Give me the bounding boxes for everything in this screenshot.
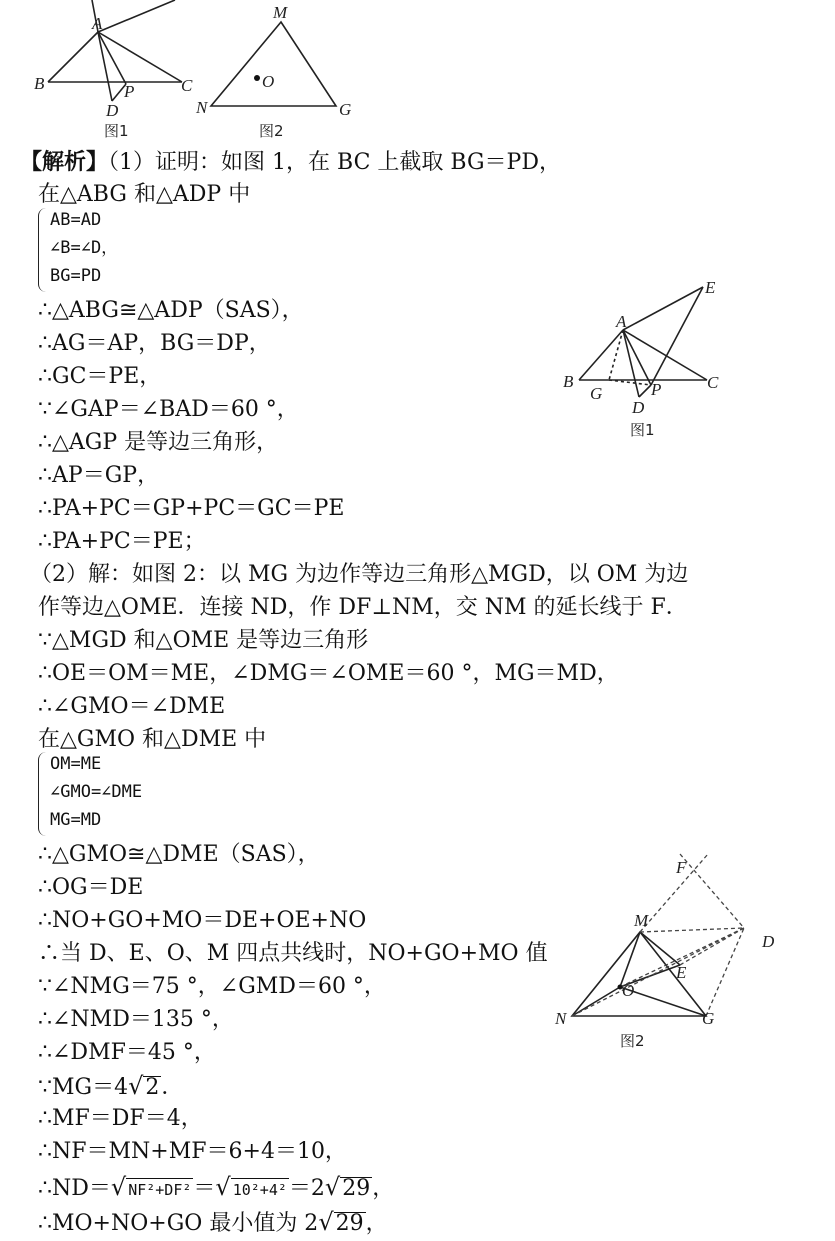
mg-prefix: ∵MG＝	[38, 1075, 115, 1100]
label-D: D	[106, 101, 119, 120]
nd-result-radicand: 29	[342, 1176, 371, 1201]
label-C: C	[707, 373, 719, 392]
mg-suffix: ．	[161, 1075, 184, 1100]
proof-line: ∴当 D、E、O、M 四点共线时，NO+GO+MO 值	[38, 941, 548, 966]
min-radicand: 29	[335, 1211, 364, 1236]
proof-line: ∴PA+PC＝GP+PC＝GC＝PE	[38, 496, 345, 521]
proof-line: ∴△AGP 是等边三角形，	[38, 430, 279, 455]
radical-sign: √	[128, 1072, 144, 1100]
label-E: E	[676, 963, 687, 982]
point-o	[254, 75, 260, 81]
label-A: A	[92, 14, 103, 33]
proof-line: ∴PA+PC＝PE；	[38, 529, 206, 554]
label-C: C	[181, 76, 193, 95]
proof-line: ∴∠GMO＝∠DME	[38, 694, 226, 719]
proof-line: ∴∠NMD＝135 °，	[38, 1007, 234, 1032]
label-P: P	[124, 82, 135, 101]
system-row: BG=PD	[50, 266, 102, 286]
mg-radicand: 2	[145, 1075, 160, 1100]
proof-line: ∵∠GAP＝∠BAD＝60 °，	[38, 397, 299, 422]
minimum-value-line	[38, 1207, 388, 1239]
radical-sign: √	[215, 1173, 231, 1201]
proof-line: ∴GC＝PE，	[38, 364, 162, 389]
part2-intro-line-2: 作等边△OME．连接 ND，作 DF⊥NM，交 NM 的延长线于 F．	[38, 595, 688, 620]
proof-line: ∴OG＝DE	[38, 875, 144, 900]
label-G: G	[590, 384, 603, 403]
proof-line: ∴△GMO≅△DME（SAS），	[38, 842, 320, 867]
label-O: O	[622, 981, 635, 1000]
label-D: D	[632, 398, 645, 417]
label-P: P	[651, 380, 662, 399]
part2-intro-line-1: （2）解：如图 2：以 MG 为边作等边三角形△MGD，以 OM 为边	[30, 562, 689, 587]
label-E: E	[705, 278, 716, 297]
radical-sign: √	[318, 1208, 334, 1236]
proof-line: ∴NO+GO+MO＝DE+OE+NO	[38, 908, 367, 933]
radical-sign: √	[324, 1173, 341, 1201]
figure-caption: 图2	[259, 122, 284, 140]
proof-line: ∴∠DMF＝45 °，	[38, 1040, 216, 1065]
min-prefix: ∴MO+NO+GO 最小值为 2	[38, 1211, 319, 1236]
label-B: B	[563, 372, 574, 391]
proof-line: ∴OE＝OM＝ME，∠DMG＝∠OME＝60 °，MG＝MD，	[38, 661, 619, 686]
system-row: ∠B=∠D，	[50, 238, 119, 258]
side-figure-1	[555, 275, 735, 445]
proof-line: ∵△MGD 和△OME 是等边三角形	[38, 628, 369, 653]
proof-line: ∴MF＝DF＝4，	[38, 1106, 203, 1131]
nd-radicand-2: 10²+4²	[231, 1178, 289, 1201]
label-M: M	[273, 3, 288, 22]
top-figure-2	[195, 0, 365, 145]
radical-sign: √	[110, 1173, 127, 1201]
proof-line: ∴△ABG≅△ADP（SAS），	[38, 298, 304, 323]
in-triangles-line-2: 在△GMO 和△DME 中	[38, 727, 267, 752]
system-row: ∠GMO=∠DME	[50, 782, 143, 802]
system-row: AB=AD	[50, 210, 102, 230]
label-A: A	[616, 312, 627, 331]
proof-line: ∴NF＝MN+MF＝6+4＝10，	[38, 1139, 347, 1164]
proof-line: ∵∠NMG＝75 °，∠GMD＝60 °，	[38, 974, 386, 999]
label-D: D	[762, 932, 775, 951]
mg-coefficient: 4	[114, 1075, 129, 1100]
figure-caption: 图1	[104, 122, 129, 140]
side-figure-2	[550, 850, 800, 1055]
label-G: G	[339, 100, 352, 119]
solution-part1-intro	[20, 148, 561, 178]
nd-length-line	[38, 1172, 394, 1204]
top-figure-1	[30, 0, 200, 145]
part1-intro-text: （1）证明：如图 1，在 BC 上截取 BG＝PD，	[108, 150, 561, 175]
proof-line: ∴AG＝AP，BG＝DP，	[38, 331, 271, 356]
in-triangles-line-1: 在△ABG 和△ADP 中	[38, 182, 251, 207]
system-row: MG=MD	[50, 810, 102, 830]
brace	[38, 752, 47, 836]
condition-system-1	[38, 208, 158, 292]
proof-line: ∴AP＝GP，	[38, 463, 160, 488]
figure-caption: 图2	[620, 1032, 645, 1050]
figure-caption: 图1	[630, 421, 655, 439]
label-N: N	[555, 1009, 567, 1028]
min-suffix: ，	[365, 1211, 388, 1236]
mg-length-line	[38, 1071, 183, 1103]
label-O: O	[262, 72, 275, 91]
label-F: F	[676, 858, 687, 877]
solution-heading: 【解析】	[20, 150, 109, 175]
condition-system-2	[38, 752, 158, 836]
label-M: M	[634, 911, 649, 930]
label-G: G	[702, 1009, 715, 1028]
nd-suffix: ，	[372, 1176, 395, 1201]
brace	[38, 208, 47, 292]
nd-result-coefficient: ＝2	[288, 1176, 325, 1201]
system-row: OM=ME	[50, 754, 102, 774]
label-N: N	[196, 98, 208, 117]
nd-prefix: ∴ND＝	[38, 1176, 111, 1201]
label-B: B	[34, 74, 45, 93]
nd-radicand-1: NF²+DF²	[126, 1178, 193, 1201]
nd-equals: ＝	[193, 1176, 216, 1201]
